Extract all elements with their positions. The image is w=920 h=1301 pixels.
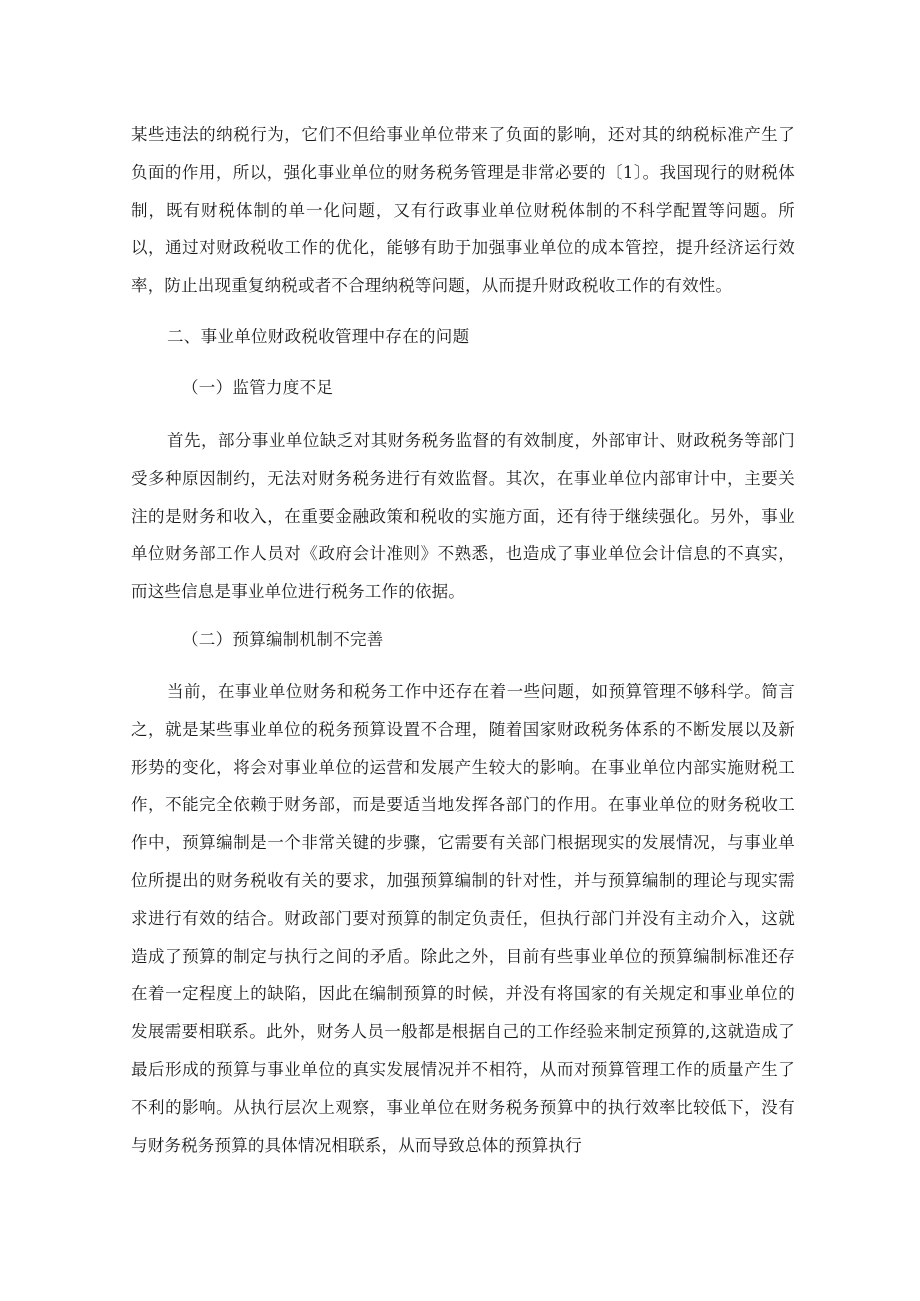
paragraph-budget: 当前，在事业单位财务和税务工作中还存在着一些问题，如预算管理不够科学。简言之，就是某些事业单位的税务预算设置不合理，随着国家财政税务体系的不断发展以及新形势的变化，将会对事业单位的运营和发展产生较大的影响。在事业单位内部实施财税工作，不能完全依赖于财务部，而是要适当地发挥各部门的作用。在事业单位的财务税收工作中，预算编制是一个非常关键的步骤，它需要有关部门根据现实的发展情况，与事业单位所提出的财务税收有关的要求，加强预算编制的针对性，并与预算编制的理论与现实需求进行有效的结合。财政部门要对预算的制定负责任，但执行部门并没有主动介入，这就造成了预算的制定与执行之间的矛盾。除此之外，目前有些事业单位的预算编制标准还存在着一定程度上的缺陷，因此在编制预算的时候，并没有将国家的有关规定和事业单位的发展需要相联系。此外，财务人员一般都是根据自己的工作经验来制定预算的,这就造成了最后形成的预算与事业单位的真实发展情况并不相符，从而对预算管理工作的质量产生了不利的影响。从执行层次上观察，事业单位在财务税务预算中的执行效率比较低下，没有与财务税务预算的具体情况相联系，从而导致总体的预算执行 xyxy=(131,682,795,1155)
subsection-heading-budget: （二）预算编制机制不完善 xyxy=(182,630,384,649)
paragraph-continuation: 某些违法的纳税行为，它们不但给事业单位带来了负面的影响，还对其的纳税标准产生了负面的作用，所以，强化事业单位的财务税务管理是非常必要的〔1〕。我国现行的财税体制，既有财税体制的单一化问题，又有行政事业单位财税体制的不科学配置等问题。所以，通过对财政税收工作的优化，能够有助于加强事业单位的成本管控，提升经济运行效率，防止出现重复纳税或者不合理纳税等问题，从而提升财政税收工作的有效性。 xyxy=(131,125,795,296)
subsection-heading-supervision: （一）监管力度不足 xyxy=(182,378,334,397)
section-heading: 二、事业单位财政税收管理中存在的问题 xyxy=(167,327,470,346)
paragraph-supervision: 首先，部分事业单位缺乏对其财务税务监督的有效制度，外部审计、财政税务等部门受多种原因制约，无法对财务税务进行有效监督。其次，在事业单位内部审计中，主要关注的是财务和收入，在重要金融政策和税收的实施方面，还有待于继续强化。另外，事业单位财务部工作人员对《政府会计准则》不熟悉，也造成了事业单位会计信息的不真实，而这些信息是事业单位进行税务工作的依据。 xyxy=(131,431,795,602)
